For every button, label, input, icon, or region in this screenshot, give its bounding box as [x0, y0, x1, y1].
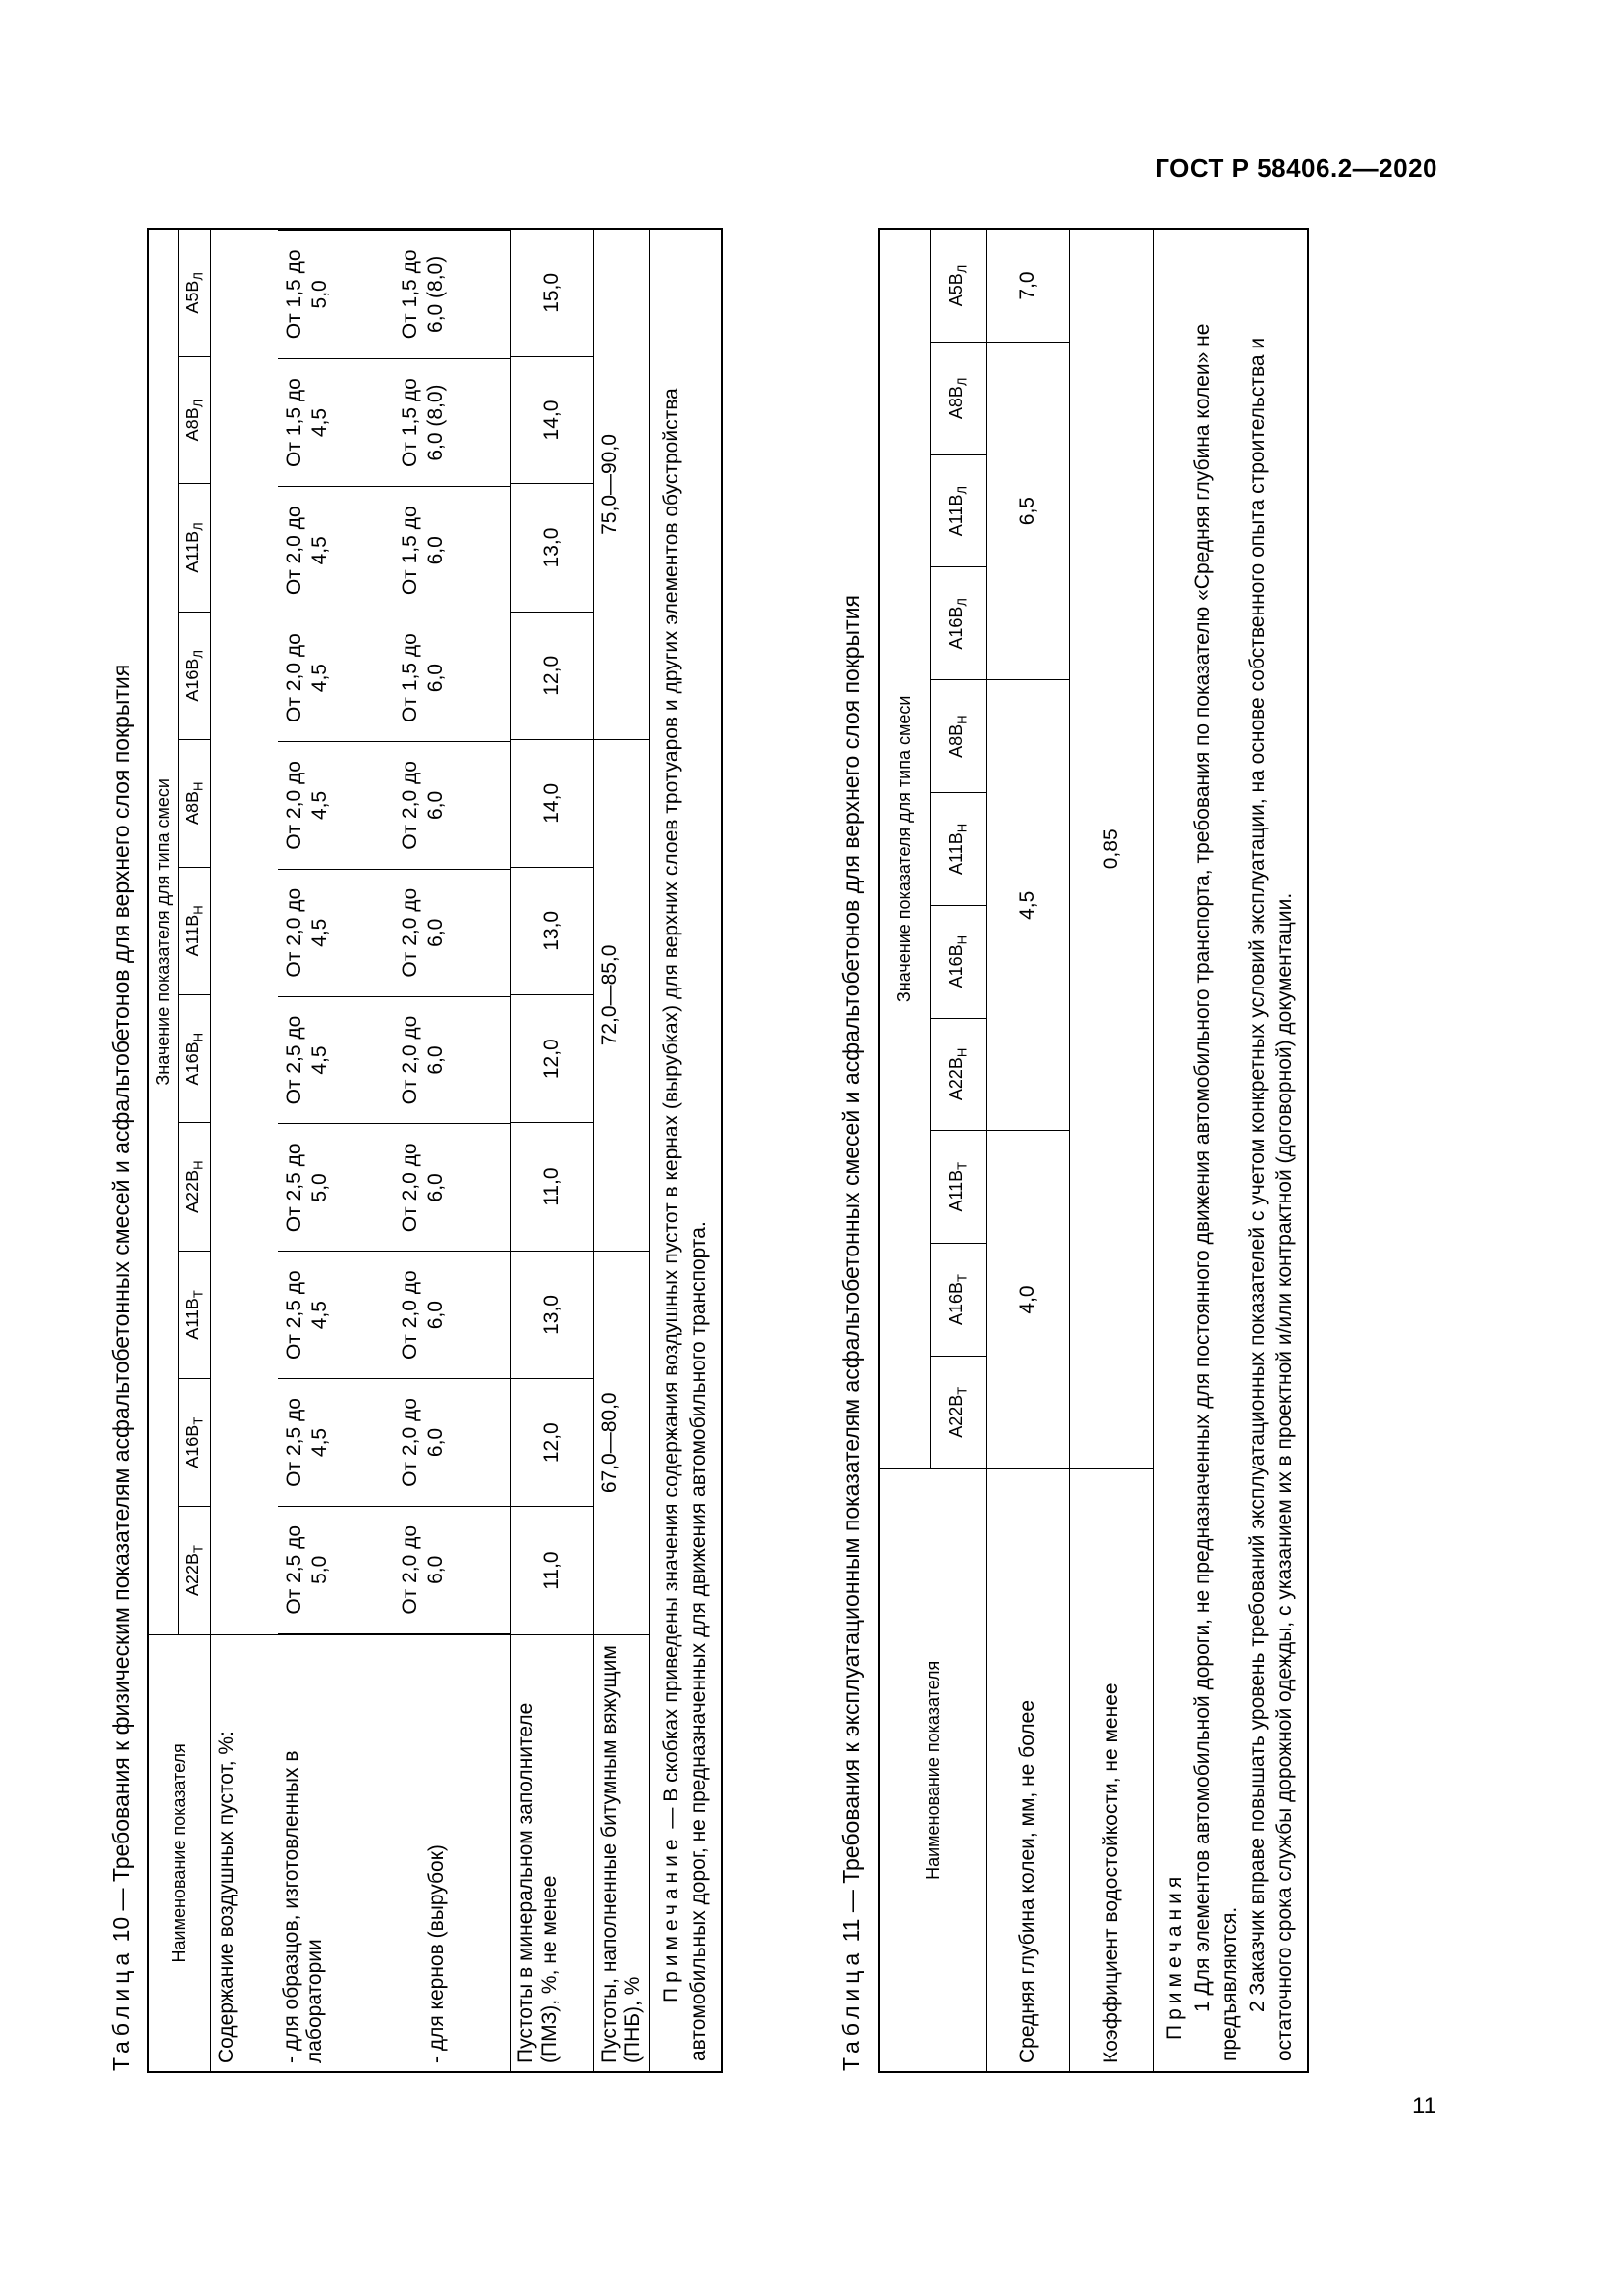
- lab-value-cell: От 2,0 до 4,5: [278, 614, 394, 742]
- mix-type-header: $А16В_Л$: [931, 567, 987, 680]
- row-voids-title: Содержание воздушных пустот, %: - для образцов, изготовленных в лаборатории - для кернов (вырубок): [210, 1634, 510, 2072]
- document-header: ГОСТ Р 58406.2—2020: [1155, 153, 1437, 183]
- vfb-value-n: 72,0—85,0: [593, 739, 649, 1251]
- row-lab-values: [278, 231, 394, 1634]
- lab-value-cell: От 2,5 до 4,5: [278, 1252, 394, 1379]
- core-value-cell: От 2,0 до 6,0: [394, 1379, 510, 1507]
- mix-type-header: $А8В_Н$: [179, 739, 211, 867]
- table-10-caption: Таблица 10 — Требования к физическим показателям асфальтобетонных смесей и асфальтобетонов для верхнего слоя покрытия: [108, 664, 134, 2071]
- core-value-cell: От 2,0 до 6,0: [394, 996, 510, 1124]
- mix-type-header: $А5В_Л$: [931, 229, 987, 342]
- mix-type-header: $А22В_Н$: [931, 1018, 987, 1131]
- lab-value-cell: От 1,5 до 4,5: [278, 358, 394, 487]
- mix-type-header: $А22В_Т$: [179, 1507, 211, 1634]
- page-number: 11: [1412, 2093, 1436, 2119]
- mix-type-header: $А8В_Л$: [179, 356, 211, 484]
- row-vfb-label: Пустоты, наполненные битумным вяжущим (ПНБ), %: [593, 1634, 649, 2072]
- vma-value-cell: 11,0: [510, 1123, 593, 1251]
- core-value-cell: От 2,0 до 6,0: [394, 1506, 510, 1633]
- header-value: Значение показателя для типа смеси: [879, 229, 931, 1468]
- vma-value-cell: 11,0: [510, 1507, 593, 1634]
- vma-value-cell: 13,0: [510, 484, 593, 612]
- mix-type-header: $А11В_Л$: [179, 484, 211, 612]
- table-11-block: [839, 228, 1309, 2073]
- mix-type-header: $А5В_Л$: [179, 229, 211, 356]
- core-value-cell: От 1,5 до 6,0: [394, 487, 510, 614]
- header-indicator-name: Наименование показателя: [148, 1634, 210, 2072]
- row-vfb: [593, 229, 649, 2072]
- vfb-value-t: 67,0—80,0: [593, 1251, 649, 1634]
- lab-value-cell: От 2,5 до 4,5: [278, 1379, 394, 1507]
- mix-type-header: $А11В_Н$: [931, 793, 987, 906]
- vma-value-cell: 12,0: [510, 612, 593, 739]
- lab-value-cell: От 2,0 до 4,5: [278, 742, 394, 870]
- lab-value-cell: От 2,5 до 4,5: [278, 996, 394, 1124]
- core-value-cell: От 2,0 до 6,0: [394, 742, 510, 870]
- vma-value-cell: 13,0: [510, 867, 593, 994]
- core-value-cell: От 2,0 до 6,0: [394, 1252, 510, 1379]
- table-11: [878, 228, 1309, 2073]
- table-10-note: Примечание — В скобках приведены значения содержания воздушных пустот в кернах (вырубках) для верхних слоев тротуаров и других элементов обустройства автомобильных дорог, не предназначенных для движения автомобильного транспорта.: [649, 229, 722, 2072]
- rut-value-n: 4,5: [987, 680, 1070, 1131]
- vfb-value-l: 75,0—90,0: [593, 229, 649, 739]
- voids-values-grid: [211, 230, 510, 1634]
- lab-value-cell: От 2,0 до 4,5: [278, 487, 394, 614]
- row-rut-label: Средняя глубина колеи, мм, не более: [987, 1468, 1070, 2072]
- mix-type-header: $А16В_Т$: [931, 1244, 987, 1357]
- row-water-label: Коэффициент водостойкости, не менее: [1070, 1468, 1154, 2072]
- core-value-cell: От 2,0 до 6,0: [394, 1124, 510, 1252]
- vma-value-cell: 14,0: [510, 356, 593, 484]
- vma-value-cell: 14,0: [510, 739, 593, 867]
- mix-type-header: $А11В_Т$: [931, 1131, 987, 1244]
- mix-type-header: $А11В_Н$: [179, 867, 211, 994]
- lab-value-cell: От 2,5 до 5,0: [278, 1124, 394, 1252]
- core-value-cell: От 1,5 до 6,0 (8,0): [394, 231, 510, 359]
- mix-type-header: $А22В_Н$: [179, 1123, 211, 1251]
- mix-type-header: $А16В_Л$: [179, 612, 211, 739]
- rut-value-t: 4,0: [987, 1131, 1070, 1468]
- row-core-values: [394, 231, 510, 1634]
- row-rut: [987, 229, 1070, 2072]
- vma-value-cell: 12,0: [510, 995, 593, 1123]
- vma-value-cell: 13,0: [510, 1251, 593, 1378]
- mix-type-header: $А11В_Л$: [931, 454, 987, 567]
- table-10-block: [108, 228, 723, 2073]
- mix-type-header: $А22В_Т$: [931, 1356, 987, 1468]
- row-water: [1070, 229, 1154, 2072]
- core-value-cell: От 1,5 до 6,0: [394, 614, 510, 742]
- rut-value-a5: 7,0: [987, 229, 1070, 342]
- core-value-cell: От 2,0 до 6,0: [394, 869, 510, 996]
- header-value: Значение показателя для типа смеси: [148, 229, 179, 1634]
- core-value-cell: От 1,5 до 6,0 (8,0): [394, 358, 510, 487]
- mix-type-header: $А8В_Л$: [931, 342, 987, 454]
- mix-type-header: $А8В_Н$: [931, 680, 987, 793]
- row-vma-label: Пустоты в минеральном заполнителе (ПМЗ), %, не менее: [510, 1634, 593, 2072]
- table-11-notes: Примечания 1 Для элементов автомобильной дороги, не предназначенных для постоянного движения автомобильного транспорта, требования по показателю «Средняя глубина колеи» не предъявляются. 2 Заказчик вправе повышать уровень требований эксплуатационных показателей с учетом конкретных условий эксплуатации, на основе собственного опыта строительства и остаточного срока службы дорожной одежды, с указанием их в проектной и/или контрактной (договорной) документации.: [1154, 229, 1309, 2072]
- table-11-caption: Таблица 11 — Требования к эксплуатационным показателям асфальтобетонных смесей и асфальтобетонов для верхнего слоя покрытия: [839, 595, 864, 2071]
- mix-type-header: $А16В_Н$: [179, 995, 211, 1123]
- water-value: 0,85: [1070, 229, 1154, 1468]
- lab-value-cell: От 2,0 до 4,5: [278, 869, 394, 996]
- mix-type-header: $А16В_Н$: [931, 905, 987, 1018]
- vma-value-cell: 12,0: [510, 1379, 593, 1507]
- table-10: [147, 228, 723, 2073]
- row-vma: [510, 229, 593, 2072]
- rut-value-l: 6,5: [987, 342, 1070, 679]
- mix-type-header: $А11В_Т$: [179, 1251, 211, 1378]
- header-indicator-name: Наименование показателя: [879, 1468, 987, 2072]
- lab-value-cell: От 1,5 до 5,0: [278, 231, 394, 359]
- vma-value-cell: 15,0: [510, 229, 593, 356]
- lab-value-cell: От 2,5 до 5,0: [278, 1506, 394, 1633]
- mix-type-header: $А16В_Т$: [179, 1379, 211, 1507]
